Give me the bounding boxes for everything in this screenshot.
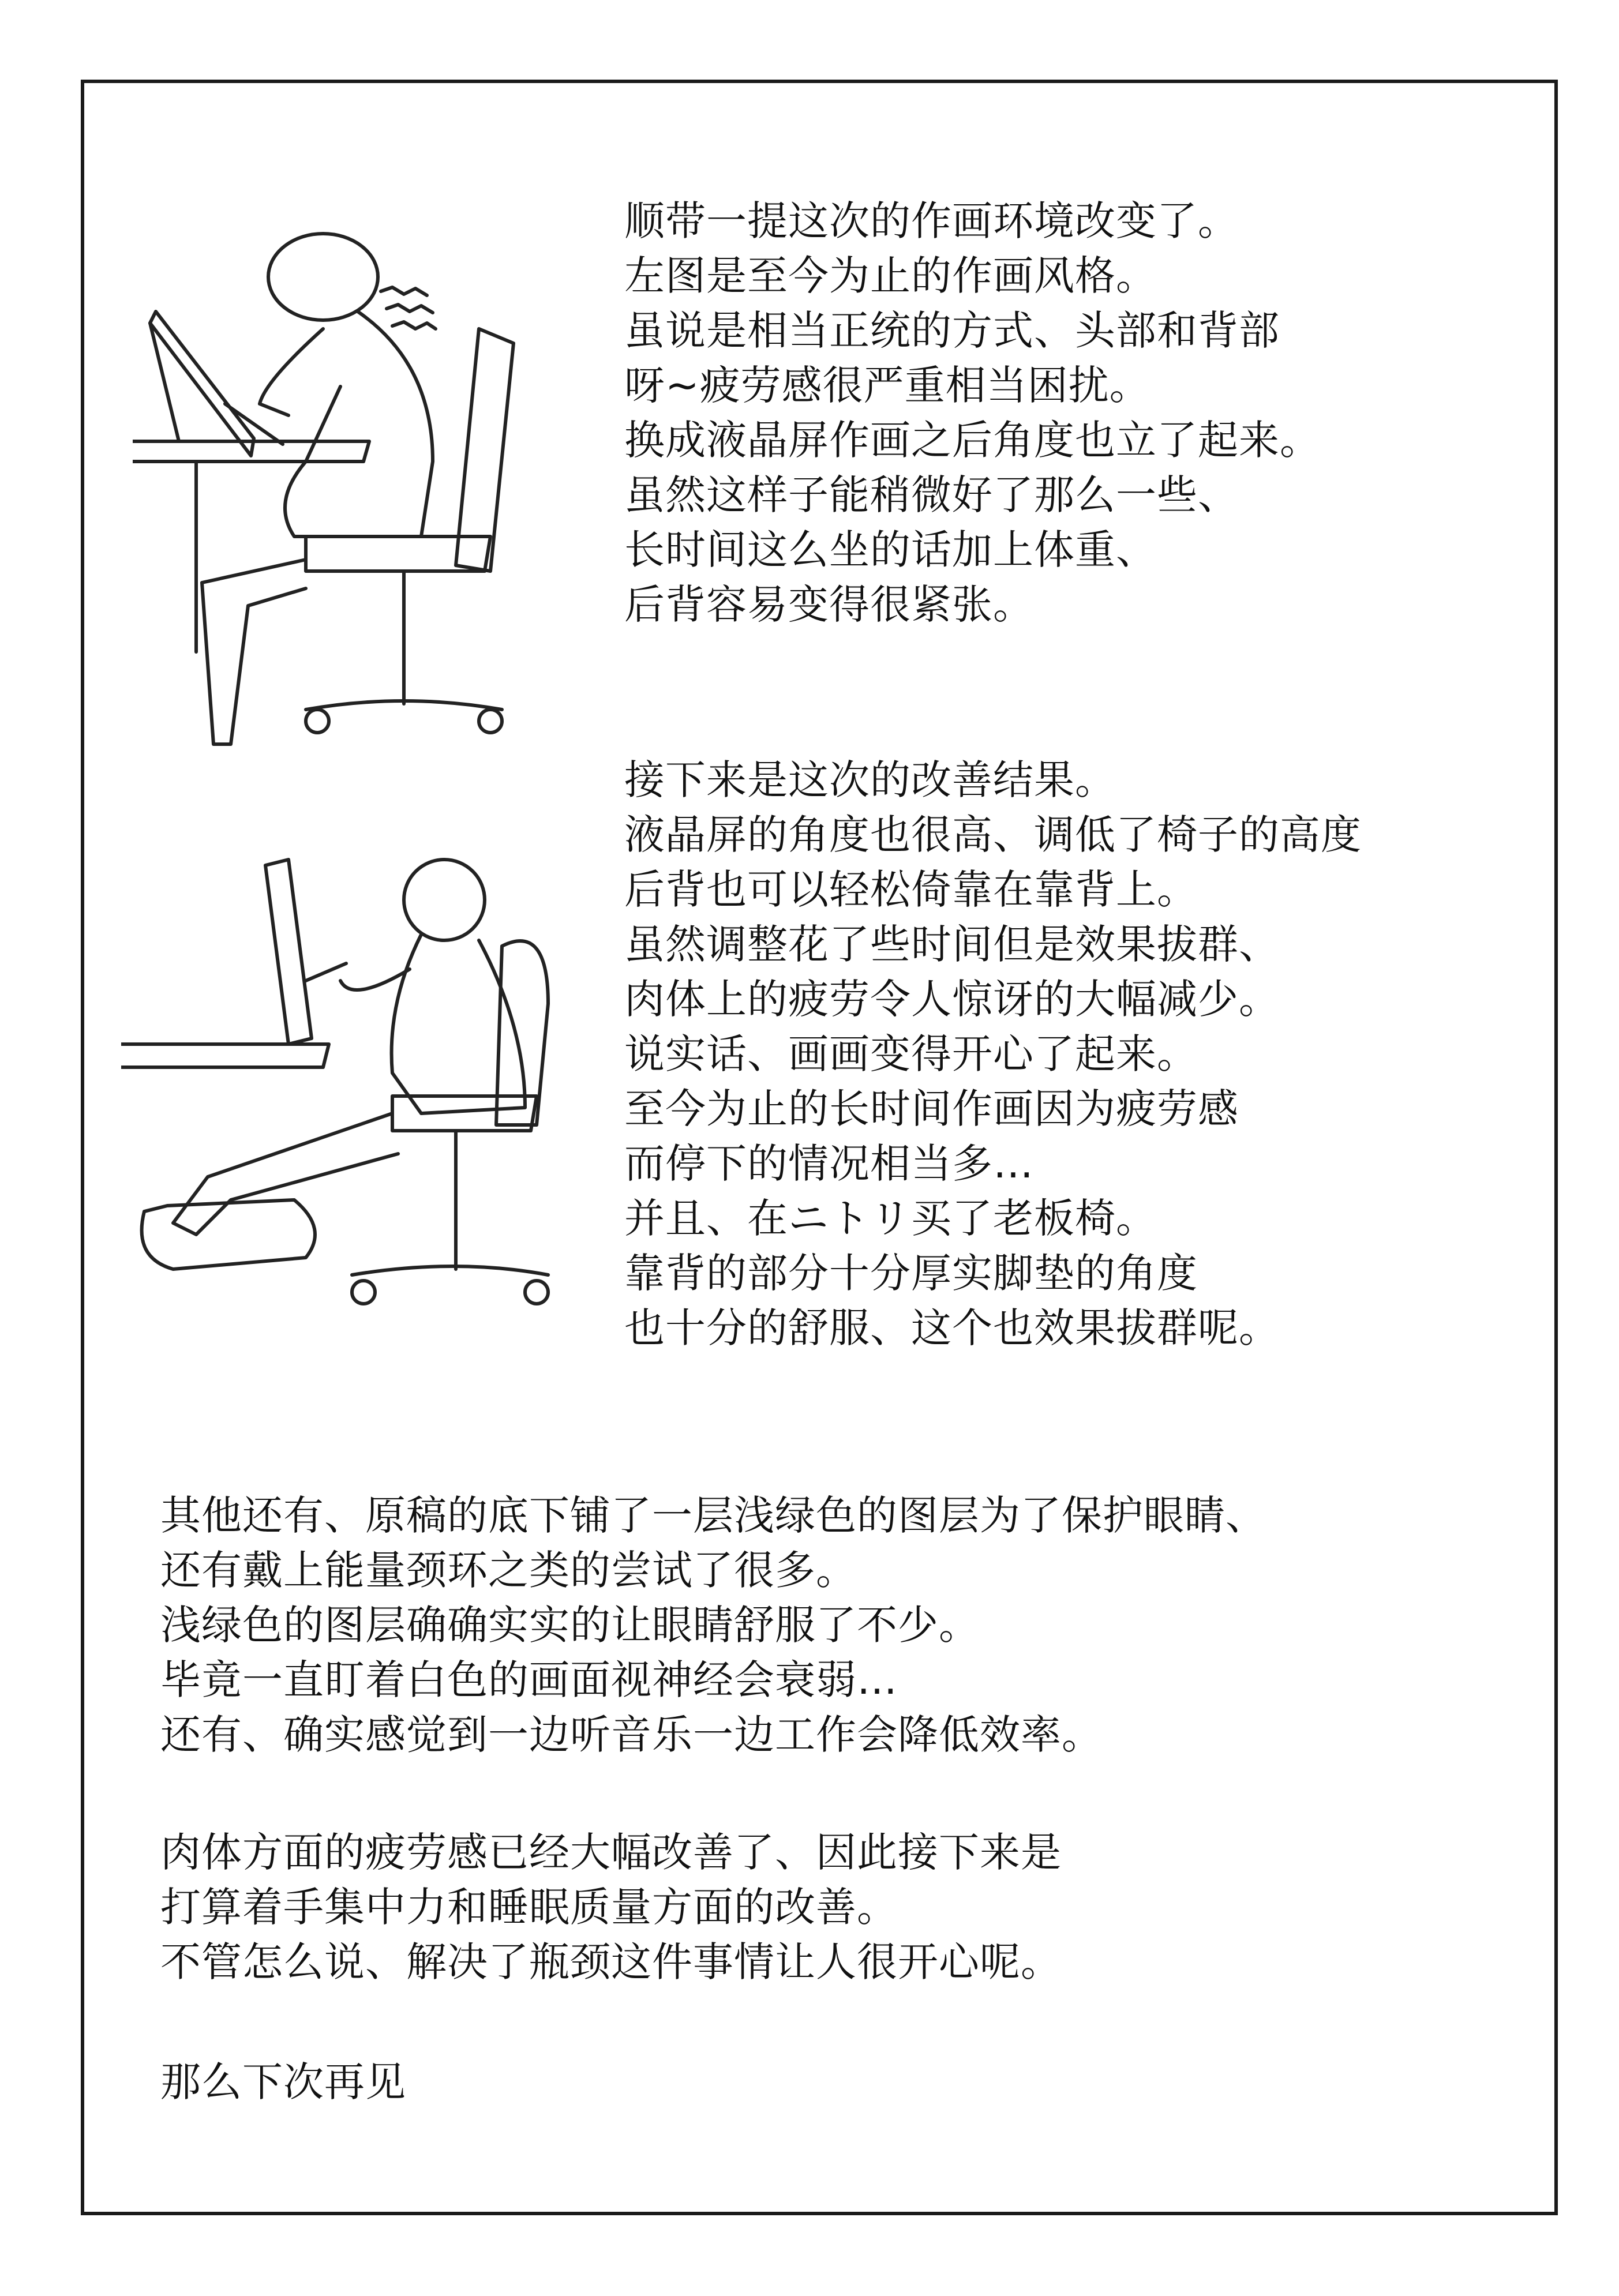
text-line: 还有戴上能量颈环之类的尝试了很多。 <box>160 1547 857 1594</box>
text-line: 至今为止的长时间作画因为疲劳感 <box>624 1085 1239 1132</box>
head-sketch <box>268 234 378 320</box>
footrest <box>142 1200 315 1269</box>
text-line: 打算着手集中力和睡眠质量方面的改善。 <box>160 1884 898 1931</box>
tablet-stand <box>265 860 312 1044</box>
text-line: 而停下的情况相当多… <box>624 1140 1034 1187</box>
old-posture-drawing <box>133 213 537 767</box>
body-sketch <box>392 935 525 1113</box>
desk <box>121 1044 329 1067</box>
new-posture-drawing <box>121 854 560 1361</box>
strain-mark <box>381 287 427 295</box>
text-line: 其他还有、原稿的底下铺了一层浅绿色的图层为了保护眼睛、 <box>160 1492 1266 1539</box>
text-line: 那么下次再见 <box>160 2058 406 2106</box>
text-line: 后背容易变得很紧张。 <box>624 581 1034 628</box>
text-line: 也十分的舒服、这个也效果拔群呢。 <box>624 1304 1280 1352</box>
paragraph-other-attempts <box>160 1488 1266 1762</box>
new-posture-sketch <box>121 854 560 1361</box>
text-line: 后背也可以轻松倚靠在靠背上。 <box>624 866 1198 913</box>
text-line: 接下来是这次的改善结果。 <box>624 756 1116 804</box>
legs-sketch <box>202 560 306 744</box>
text-line: 虽说是相当正统的方式、头部和背部 <box>624 307 1280 354</box>
text-line: 说实话、画画变得开心了起来。 <box>624 1030 1198 1078</box>
text-line: 顺带一提这次的作画环境改变了。 <box>624 197 1239 245</box>
paragraph-next-steps <box>160 1825 1062 1990</box>
old-posture-sketch <box>133 213 537 767</box>
text-line: 虽然这样子能稍微好了那么一些、 <box>624 471 1239 519</box>
head-sketch <box>404 860 485 940</box>
text-line: 浅绿色的图层确确实实的让眼睛舒服了不少。 <box>160 1601 980 1649</box>
text-line: 肉体方面的疲劳感已经大幅改善了、因此接下来是 <box>160 1829 1062 1876</box>
text-line: 靠背的部分十分厚实脚垫的角度 <box>624 1250 1198 1297</box>
text-line: 不管怎么说、解决了瓶颈这件事情让人很开心呢。 <box>160 1938 1062 1986</box>
text-line: 并且、在ニトリ买了老板椅。 <box>624 1195 1157 1242</box>
text-line: 长时间这么坐的话加上体重、 <box>624 526 1157 573</box>
paragraph-drawing-environment <box>624 194 1321 632</box>
text-line: 换成液晶屏作画之后角度也立了起来。 <box>624 417 1321 464</box>
chair-base <box>352 1266 548 1275</box>
text-line: 虽然调整花了些时间但是效果拔群、 <box>624 921 1280 968</box>
text-line: 左图是至今为止的作画风格。 <box>624 252 1157 299</box>
text-line: 呀~疲劳感很严重相当困扰。 <box>624 362 1150 409</box>
paragraph-improvement-result <box>624 753 1362 1356</box>
legs-sketch <box>173 1113 398 1235</box>
text-line: 毕竟一直盯着白色的画面视神经会衰弱… <box>160 1656 898 1704</box>
paragraph-farewell <box>160 2055 406 2110</box>
text-line: 还有、确实感觉到一边听音乐一边工作会降低效率。 <box>160 1711 1103 1758</box>
text-line: 液晶屏的角度也很高、调低了椅子的高度 <box>624 811 1362 858</box>
text-line: 肉体上的疲劳令人惊讶的大幅减少。 <box>624 976 1280 1023</box>
